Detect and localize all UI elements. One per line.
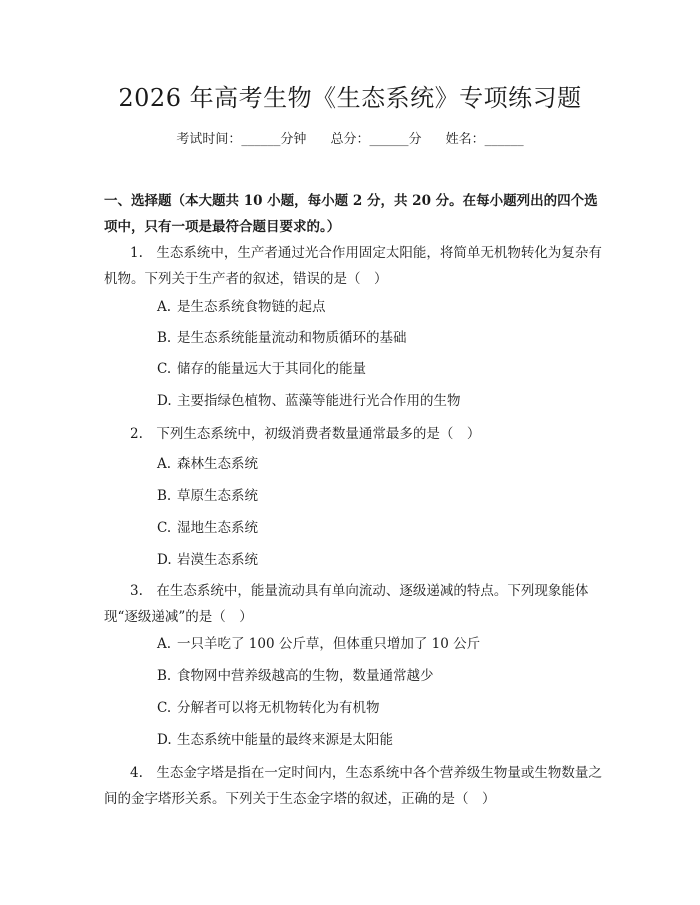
option-letter: A. [157, 456, 172, 472]
option-letter: A. [157, 636, 172, 652]
question-1-option-d [157, 391, 597, 411]
question-1-option-a [157, 297, 597, 317]
option-letter: C. [157, 700, 172, 716]
option-text: 岩漠生态系统 [177, 552, 258, 568]
option-text: 是生态系统能量流动和物质循环的基础 [177, 330, 407, 346]
option-text: 湿地生态系统 [177, 520, 258, 536]
exam-meta [0, 130, 700, 150]
question-2-option-d [157, 550, 597, 570]
page-title: 2026 年高考生物《生态系统》专项练习题 [118, 84, 582, 112]
question-3-option-a [157, 634, 597, 654]
option-letter: A. [157, 299, 172, 315]
option-text: 森林生态系统 [177, 456, 258, 472]
option-text: 分解者可以将无机物转化为有机物 [177, 700, 380, 716]
question-4: 4. 生态金字塔是指在一定时间内，生态系统中各个营养级生物量或生物数量之间的金字塔形关系。下列关于生态金字塔的叙述，正确的是（ ） [104, 765, 602, 807]
option-text: 食物网中营养级越高的生物，数量通常越少 [177, 668, 434, 684]
question-1-option-b [157, 328, 597, 348]
option-letter: C. [157, 520, 172, 536]
question-1-option-c [157, 359, 597, 379]
exam-time-field: 考试时间：______分钟 [176, 132, 307, 147]
question-3-option-c [157, 698, 597, 718]
option-text: 储存的能量远大于其同化的能量 [177, 361, 366, 377]
name-field: 姓名：______ [445, 132, 524, 147]
option-letter: C. [157, 361, 172, 377]
question-1: 1. 生态系统中，生产者通过光合作用固定太阳能，将简单无机物转化为复杂有机物。下列关于生产者的叙述，错误的是（ ） [104, 245, 602, 287]
option-letter: D. [157, 732, 172, 748]
question-2-option-a [157, 454, 597, 474]
option-text: 草原生态系统 [177, 488, 258, 504]
question-2-option-c [157, 518, 597, 538]
question-2-option-b [157, 486, 597, 506]
option-letter: B. [157, 488, 172, 504]
question-3-option-b [157, 666, 597, 686]
option-letter: B. [157, 330, 172, 346]
question-3: 3. 在生态系统中，能量流动具有单向流动、逐级递减的特点。下列现象能体现“逐级递减”的是（ ） [104, 583, 589, 625]
total-score-field: 总分：______分 [330, 132, 422, 147]
option-letter: D. [157, 393, 172, 409]
option-text: 是生态系统食物链的起点 [177, 299, 326, 315]
option-text: 主要指绿色植物、蓝藻等能进行光合作用的生物 [177, 393, 461, 409]
question-2: 2. 下列生态系统中，初级消费者数量通常最多的是（ ） [130, 426, 481, 442]
option-text: 生态系统中能量的最终来源是太阳能 [177, 732, 393, 748]
option-letter: B. [157, 668, 172, 684]
question-3-option-d [157, 730, 597, 750]
option-text: 一只羊吃了 100 公斤草，但体重只增加了 10 公斤 [177, 636, 481, 652]
section-heading: 一、选择题（本大题共 10 小题，每小题 2 分，共 20 分。在每小题列出的四个选项中，只有一项是最符合题目要求的。） [104, 193, 598, 235]
option-letter: D. [157, 552, 172, 568]
